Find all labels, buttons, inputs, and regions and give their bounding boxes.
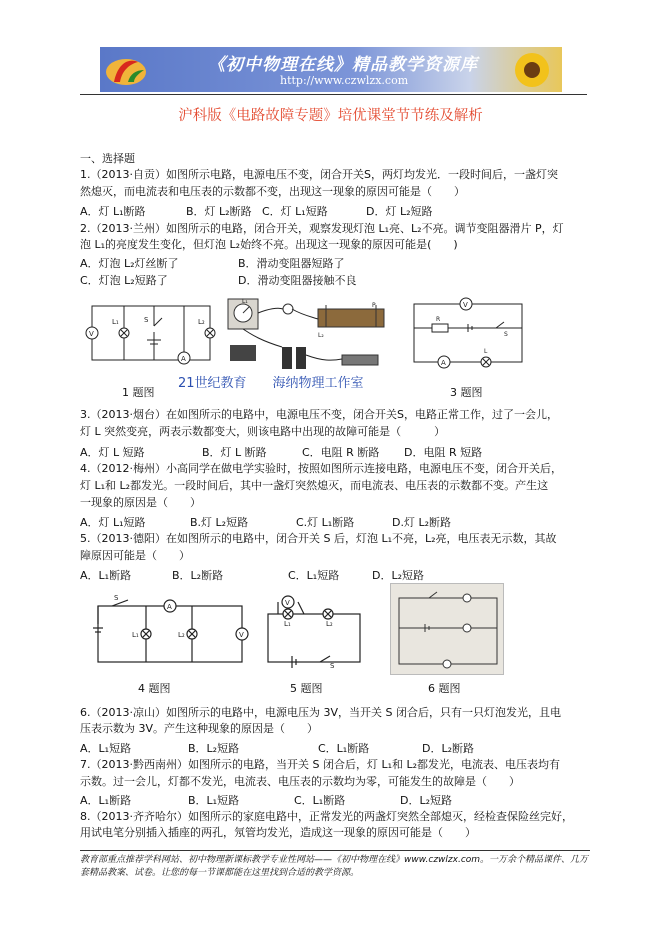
svg-text:L₂: L₂ <box>198 318 205 326</box>
q6-option-b: B．L₂短路 <box>188 742 240 755</box>
svg-text:S: S <box>330 662 335 670</box>
banner-url[interactable]: http://www.czwlzx.com <box>280 74 409 87</box>
watermark: 21世纪教育 海纳物理工作室 <box>178 376 364 391</box>
svg-text:A: A <box>441 359 446 367</box>
q7-option-a: A．L₁断路 <box>80 794 132 807</box>
q5-line2: 障原因可能是（ ） <box>80 549 190 562</box>
q8-line1: 8.（2013·齐齐哈尔）如图所示的家庭电路中，正常发光的两盏灯突然全部熄灭，经检查保险丝完好， <box>80 810 573 823</box>
svg-text:S: S <box>144 316 149 324</box>
svg-text:L₁: L₁ <box>112 318 119 326</box>
q6-line1: 6.（2013·凉山）如图所示的电路中，电源电压为 3V，当开关 S 闭合后，只有一只灯泡发光，且电 <box>80 706 561 719</box>
q2-option-d: D．滑动变阻器接触不良 <box>238 274 357 287</box>
svg-text:L: L <box>484 348 488 355</box>
svg-text:S: S <box>114 594 119 602</box>
sunflower-icon <box>508 50 556 90</box>
figure-5-circuit <box>264 594 364 668</box>
q6-option-a: A．L₁短路 <box>80 742 132 755</box>
svg-text:V: V <box>239 631 244 639</box>
footer-divider <box>80 850 590 851</box>
q3-option-a: A．灯 L 短路 <box>80 446 145 459</box>
svg-text:P: P <box>372 302 376 309</box>
banner-title: 《初中物理在线》精品教学资源库 <box>208 55 478 75</box>
svg-text:V: V <box>463 301 468 309</box>
q1-option-a: A．灯 L₁断路 <box>80 205 146 218</box>
svg-text:L₁: L₁ <box>242 298 248 305</box>
svg-text:R: R <box>436 316 441 323</box>
q4-line2: 灯 L₁和 L₂都发光。一段时间后，其中一盏灯突然熄灭，而电流表、电压表的示数都不变。产生这 <box>80 479 549 492</box>
figure-5-caption: 5 题图 <box>290 682 323 695</box>
q2-line2: 泡 L₁的亮度发生变化，但灯泡 L₂始终不亮。出现这一现象的原因可能是( ) <box>80 238 458 251</box>
q1-line1: 1.（2013·自贡）如图所示电路，电源电压不变，闭合开关S，两灯均发光．一段时间后，一盏灯突 <box>80 168 558 181</box>
q1-option-b: B．灯 L₂断路 <box>186 205 252 218</box>
q4-option-c: C.灯 L₁断路 <box>296 516 355 529</box>
q2-option-c: C．灯泡 L₂短路了 <box>80 274 168 287</box>
figure-4-caption: 4 题图 <box>138 682 171 695</box>
q1-option-d: D．灯 L₂短路 <box>366 205 433 218</box>
q6-option-c: C．L₁断路 <box>318 742 370 755</box>
svg-text:A: A <box>181 355 186 363</box>
figure-1-caption: 1 题图 <box>122 386 155 399</box>
svg-text:L₂: L₂ <box>326 620 333 628</box>
figure-3-circuit <box>408 298 526 372</box>
figure-6-photo <box>390 583 504 675</box>
q7-line2: 示数。过一会儿，灯都不发光，电流表、电压表的示数均为零，可能发生的故障是（ ） <box>80 775 520 788</box>
q8-line2: 用试电笔分别插入插座的两孔，氖管均发光，造成这一现象的原因可能是（ ） <box>80 826 476 839</box>
q2-option-a: A．灯泡 L₂灯丝断了 <box>80 257 179 270</box>
q2-line1: 2.（2013·兰州）如图所示的电路，闭合开关，观察发现灯泡 L₁亮、L₂不亮。调节变阻器滑片 P，灯 <box>80 222 564 235</box>
q1-line2: 然熄灭，而电流表和电压表的示数都不变，出现这一现象的原因可能是（ ） <box>80 185 465 198</box>
q7-option-d: D．L₂短路 <box>400 794 453 807</box>
q5-line1: 5.（2013·德阳）在如图所示的电路中，闭合开关 S 后，灯泡 L₁不亮，L₂亮，电压表无示数，其故 <box>80 532 557 545</box>
figure-3-caption: 3 题图 <box>450 386 483 399</box>
q7-line1: 7.（2013·黔西南州）如图所示的电路，当开关 S 闭合后，灯 L₁和 L₂都发光，电流表、电压表均有 <box>80 758 561 771</box>
svg-text:L₁: L₁ <box>132 631 139 639</box>
q3-option-c: C．电阻 R 断路 <box>302 446 380 459</box>
svg-text:A: A <box>167 603 172 611</box>
q4-option-d: D.灯 L₂断路 <box>392 516 452 529</box>
figure-1-circuit <box>84 296 216 372</box>
footer-text: 教育部重点推荐学科网站、初中物理新课标教学专业性网站——《初中物理在线》www.czwlzx.com。一万余个精品课件、几万套精品教案、试卷。让您的每一节课都能在这里找到合适的教学资源。 <box>80 855 589 878</box>
q3-option-d: D．电阻 R 短路 <box>404 446 483 459</box>
q3-option-b: B．灯 L 断路 <box>202 446 267 459</box>
q3-line1: 3.（2013·烟台）在如图所示的电路中，电源电压不变，闭合开关S，电路正常工作，过了一会儿， <box>80 408 558 421</box>
q2-option-b: B．滑动变阻器短路了 <box>238 257 345 270</box>
section-heading: 一、选择题 <box>80 152 135 165</box>
figure-4-circuit <box>92 596 248 666</box>
q4-line3: 一现象的原因是（ ） <box>80 496 201 509</box>
svg-text:L₂: L₂ <box>318 332 324 339</box>
header-divider <box>80 94 587 95</box>
q3-line2: 灯 L 突然变亮，两表示数都变大，则该电路中出现的故障可能是（ ） <box>80 425 446 438</box>
header-banner <box>100 47 562 92</box>
q5-option-a: A．L₁断路 <box>80 569 132 582</box>
page-title: 沪科版《电路故障专题》培优课堂节节练及解析 <box>178 108 483 124</box>
q6-line2: 压表示数为 3V。产生这种现象的原因是（ ） <box>80 722 319 735</box>
q5-option-d: D．L₂短路 <box>372 569 425 582</box>
q4-line1: 4.（2012·梅州）小高同学在做电学实验时，按照如图所示连接电路，电源电压不变，闭合开关后， <box>80 462 562 475</box>
q4-option-a: A．灯 L₁短路 <box>80 516 146 529</box>
q5-option-c: C．L₁短路 <box>288 569 340 582</box>
figure-2-apparatus <box>222 295 400 375</box>
q5-option-b: B．L₂断路 <box>172 569 224 582</box>
figure-6-caption: 6 题图 <box>428 682 461 695</box>
q7-option-c: C．L₁断路 <box>294 794 346 807</box>
svg-text:S: S <box>504 331 508 338</box>
q4-option-b: B.灯 L₂短路 <box>190 516 249 529</box>
svg-text:L₁: L₁ <box>284 620 291 628</box>
site-logo-icon <box>104 52 150 88</box>
q1-option-c: C．灯 L₁短路 <box>262 205 328 218</box>
svg-text:L₂: L₂ <box>178 631 185 639</box>
svg-text:V: V <box>285 599 290 607</box>
svg-text:V: V <box>89 330 94 338</box>
q7-option-b: B．L₁短路 <box>188 794 240 807</box>
q6-option-d: D．L₂断路 <box>422 742 475 755</box>
